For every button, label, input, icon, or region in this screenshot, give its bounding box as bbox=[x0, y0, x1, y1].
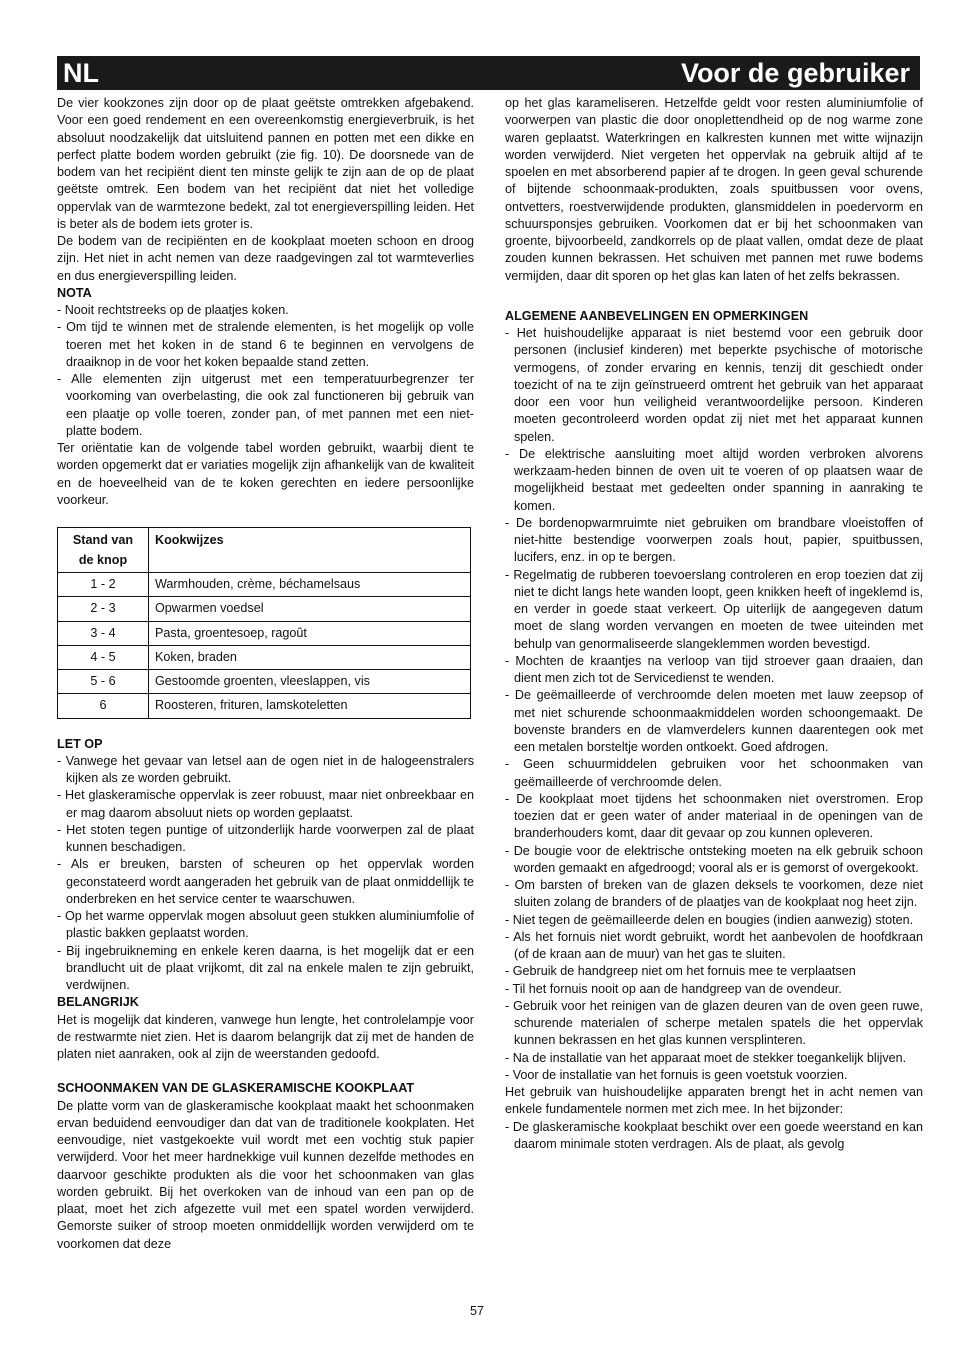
algemene-item: - De bougie voor de elektrische ontsteking moeten na elk gebruik schoon worden gemaakt en afgedroogd; vooral als er is gemorst of overgekookt. bbox=[505, 843, 923, 875]
algemene-item: - Voor de installatie van het fornuis is geen voetstuk voorzien. bbox=[505, 1067, 848, 1082]
table-cell-stand: 4 - 5 bbox=[58, 645, 149, 669]
table-header-row bbox=[58, 528, 471, 573]
continuation-paragraph: op het glas karameliseren. Hetzelfde geldt voor resten aluminiumfolie of voorwerpen van plastic die door onoplettendheid op de nog warme zone waren geplaatst. Waterkringen en kalkresten kunnen met witte wijnazijn worden verwijderd. Niet vergeten het oppervlak na gebruik altijd af te spoelen en met absorberend papier af te drogen. In geen geval schurende of bijtende schoonmaak-produkten, zoals spuitbussen voor ovens, ontvetters, roestverwijdende produkten, glansmiddelen in poedervorm en schuursponsjes gebruiken. Voorkomen dat er bij het schoonmaken van groente, bijvoorbeeld, zandkorrels op de plaat vallen, omdat deze de plaat zouden kunnen bekrassen. Het schuiven met pannen met ruwe bodems vermijden, daar dit sporen op het glas kan laten of het zelfs bekrassen. bbox=[505, 96, 923, 283]
letop-item: - Bij ingebruikneming en enkele keren daarna, is het mogelijk dat er een brandlucht uit de plaat vrijkomt, dit zal na enkele malen te zijn gebruikt, verdwijnen. bbox=[57, 943, 474, 992]
page-header bbox=[57, 56, 920, 90]
algemene-item: - Om barsten of breken van de glazen deksels te voorkomen, deze niet sluiten zolang de branders of de plaatjes van de kookplaat nog heet zijn. bbox=[505, 878, 923, 910]
table-cell-kookwijze: Opwarmen voedsel bbox=[149, 597, 471, 621]
table-cell-kookwijze: Gestoomde groenten, vleeslappen, vis bbox=[149, 670, 471, 694]
page-number: 57 bbox=[469, 1304, 484, 1318]
right-column bbox=[505, 95, 923, 1153]
algemene-item: - Als het fornuis niet wordt gebruikt, wordt het aanbevolen de hoofdkraan (of de kraan aan de muur) van het gas te sluiten. bbox=[505, 929, 923, 961]
final-paragraph: Het gebruik van huishoudelijke apparaten brengt het in acht nemen van enkele fundamentele normen met zich mee. In het bijzonder: bbox=[505, 1085, 923, 1117]
intro-paragraph-1: De vier kookzones zijn door op de plaat geëtste omtrekken afgebakend. Voor een goed rendement en een overeenkomstig energieverbruik, is het absoluut noodzakelijk dat uitsluitend pannen en potten met een dikke en perfect platte bodem worden gebruikt (zie fig. 10). De doorsnede van de bodem van het recipiënt dient ten minste gelijk te zijn aan de op de plaat geëtste omtrek. Een bodem van het recipiënt dat niet het volledige oppervlak van de warmtezone bedekt, zal tot energieverspilling leiden. Het is beter als de bodem iets groter is. bbox=[57, 96, 474, 231]
belangrijk-heading: BELANGRIJK bbox=[57, 995, 139, 1010]
table-cell-stand: 3 - 4 bbox=[58, 621, 149, 645]
letop-heading: LET OP bbox=[57, 736, 103, 751]
algemene-item: - Na de installatie van het apparaat moet de stekker toegankelijk blijven. bbox=[505, 1050, 907, 1065]
letop-item: - Vanwege het gevaar van letsel aan de ogen niet in de halogeenstralers kijken als ze worden gebruikt. bbox=[57, 753, 474, 785]
table-row bbox=[58, 694, 471, 718]
algemene-item: - De kookplaat moet tijdens het schoonmaken niet overstromen. Erop toezien dat er geen water of ander materiaal in de openingen van de branderhouders komt, daar dit gevaar op zou kunnen opleveren. bbox=[505, 791, 923, 841]
belangrijk-paragraph: Het is mogelijk dat kinderen, vanwege hun lengte, het controlelampje voor de restwarmte niet zien. Het is daarom belangrijk dat zij met de handen de platen niet aanraken, ook al zijn de weerstanden gedoofd. bbox=[57, 1012, 474, 1061]
algemene-item: - Gebruik de handgreep niet om het fornuis mee te verplaatsen bbox=[505, 964, 856, 979]
nota-item: - Om tijd te winnen met de stralende elementen, is het mogelijk op volle toeren met het koken in de stand 6 te beginnen en vervolgens de draaiknop in de voor het koken bepaalde stand zetten. bbox=[57, 320, 474, 369]
table-cell-kookwijze: Warmhouden, crème, béchamelsaus bbox=[149, 573, 471, 597]
table-header-stand: Stand van de knop bbox=[58, 528, 149, 573]
table-cell-kookwijze: Pasta, groentesoep, ragoût bbox=[149, 621, 471, 645]
table-cell-stand: 5 - 6 bbox=[58, 670, 149, 694]
table-header-kookwijzes: Kookwijzes bbox=[149, 528, 471, 573]
algemene-item: - De bordenopwarmruimte niet gebruiken om brandbare vloeistoffen of niet-hitte bestendige voorwerpen zoals hout, papier, spuitbussen, lucifers, enz. in op te bergen. bbox=[505, 515, 923, 565]
language-label: NL bbox=[63, 57, 99, 88]
table-row bbox=[58, 670, 471, 694]
letop-item: - Het glaskeramische oppervlak is zeer robuust, maar niet onbreekbaar en er mag daarom absoluut niets op worden geplaatst. bbox=[57, 788, 474, 820]
algemene-item: - Het huishoudelijke apparaat is niet bestemd voor een gebruik door personen (inclusief kinderen) met beperkte psychische of motorische vermogens, of zonder ervaring en kennis, tenzij dit geschiedt onder toezicht of na te zijn geïnstrueerd omtrent het gebruik van het apparaat door een voor hun veiligheid verantwoordelijke persoon. Kinderen moeten gecontroleerd worden opdat zij niet met het apparaat kunnen spelen. bbox=[505, 326, 923, 444]
table-cell-stand: 1 - 2 bbox=[58, 573, 149, 597]
intro-paragraph-2: De bodem van de recipiënten en de kookplaat moeten schoon en droog zijn. Het niet in acht nemen van deze raadgevingen zal tot warmteverlies en dus energieverspilling leiden. bbox=[57, 234, 474, 283]
left-column bbox=[57, 95, 474, 1253]
algemene-item: - Geen schuurmiddelen gebruiken voor het schoonmaken van geëmailleerde of verchroomde delen. bbox=[505, 757, 923, 789]
letop-item: - Op het warme oppervlak mogen absoluut geen stukken aluminiumfolie of plastic bakken geplaatst worden. bbox=[57, 909, 474, 941]
table-cell-kookwijze: Roosteren, frituren, lamskoteletten bbox=[149, 694, 471, 718]
table-cell-kookwijze: Koken, braden bbox=[149, 645, 471, 669]
nota-item: - Alle elementen zijn uitgerust met een temperatuurbegrenzer ter voorkoming van overbelasting, die ook zal functioneren bij gebruik van een plaatje op volle toeren, zonder pan, of met pannen met een niet-platte bodem. bbox=[57, 372, 474, 438]
algemene-item: - Mochten de kraantjes na verloop van tijd stroever gaan draaien, dan dient men zich tot de Servicedienst te wenden. bbox=[505, 653, 923, 685]
table-row bbox=[58, 573, 471, 597]
algemene-heading: ALGEMENE AANBEVELINGEN EN OPMERKINGEN bbox=[505, 308, 809, 323]
table-row bbox=[58, 645, 471, 669]
cooking-table bbox=[57, 527, 471, 719]
algemene-item: - Til het fornuis nooit op aan de handgreep van de ovendeur. bbox=[505, 981, 842, 996]
table-intro: Ter oriëntatie kan de volgende tabel worden gebruikt, waarbij dient te worden opgemerkt dat er variaties mogelijk zijn afhankelijk van de kwaliteit en de hoeveelheid van de te koken gerechten en iedere persoonlijke voorkeur. bbox=[57, 441, 474, 507]
letop-item: - Het stoten tegen puntige of uitzonderlijk harde voorwerpen zal de plaat kunnen beschadigen. bbox=[57, 822, 474, 854]
table-row bbox=[58, 621, 471, 645]
letop-item: - Als er breuken, barsten of scheuren op het oppervlak worden geconstateerd wordt aangeraden het gebruik van de plaat onmiddellijk te onderbreken en het service center te waarschuwen. bbox=[57, 857, 474, 906]
algemene-item: - Niet tegen de geëmailleerde delen en bougies (indien aanwezig) stoten. bbox=[505, 912, 914, 927]
table-row bbox=[58, 597, 471, 621]
page-title: Voor de gebruiker bbox=[680, 57, 910, 88]
final-item: - De glaskeramische kookplaat beschikt over een goede weerstand en kan daarom minimale stoten verdragen. Als de plaat, als gevolg bbox=[505, 1119, 923, 1151]
algemene-item: - Regelmatig de rubberen toevoerslang controleren en erop toezien dat zij niet te dicht langs hete wanden loopt, geen knikken heeft of ingeklemd is, en verder in goede staat verkeert. Op uiterlijk de aangegeven datum moet de slang worden vervangen en moeten de twee uiteinden met behulp van genormaliseerde slangeklemmen worden bevestigd. bbox=[505, 567, 923, 651]
nota-item: - Nooit rechtstreeks op de plaatjes koken. bbox=[57, 303, 289, 317]
schoonmaken-paragraph: De platte vorm van de glaskeramische kookplaat maakt het schoonmaken ervan beduidend eenvoudiger dan dat van de traditionele kookplaten. Het eenvoudige, niet vastgekoekte vuil wordt met een vochtig stuk papier verwijderd. Voor het meer hardnekkige vuil kunnen dezelfde methodes en daarvoor geschikte produkten als die voor het schoonmaken van glas worden gebruikt. Bij het overkoken van de inhoud van een pan op de plaat, moet het zich afgezette vuil met een spatel worden verwijderd. Gemorste suiker of stroop moeten onmiddellijk worden verwijderd om te voorkomen dat deze bbox=[57, 1098, 474, 1251]
algemene-item: - De elektrische aansluiting moet altijd worden verbroken alvorens werkzaam-heden binnen de oven uit te voeren of op plaatsen waar de mogelijkheid bestaat met gedeelten onder spanning in aanraking te komen. bbox=[505, 446, 923, 513]
schoonmaken-heading: SCHOONMAKEN VAN DE GLASKERAMISCHE KOOKPLAAT bbox=[57, 1081, 415, 1096]
algemene-item: - De geëmailleerde of verchroomde delen moeten met lauw zeepsop of met niet schurende schoonmaakmiddelen worden schoongemaakt. De bovenste branders en de vlamverdelers kunnen daarentegen ook met een metalen borsteltje worden ontkoekt. Goed afdrogen. bbox=[505, 688, 923, 754]
table-cell-stand: 2 - 3 bbox=[58, 597, 149, 621]
nota-heading: NOTA bbox=[57, 285, 92, 300]
algemene-item: - Gebruik voor het reinigen van de glazen deuren van de oven geen ruwe, schurende materialen of scherpe metalen spatels die het oppervlak kunnen bekrassen en het glas kunnen versplinteren. bbox=[505, 998, 923, 1048]
table-cell-stand: 6 bbox=[58, 694, 149, 718]
